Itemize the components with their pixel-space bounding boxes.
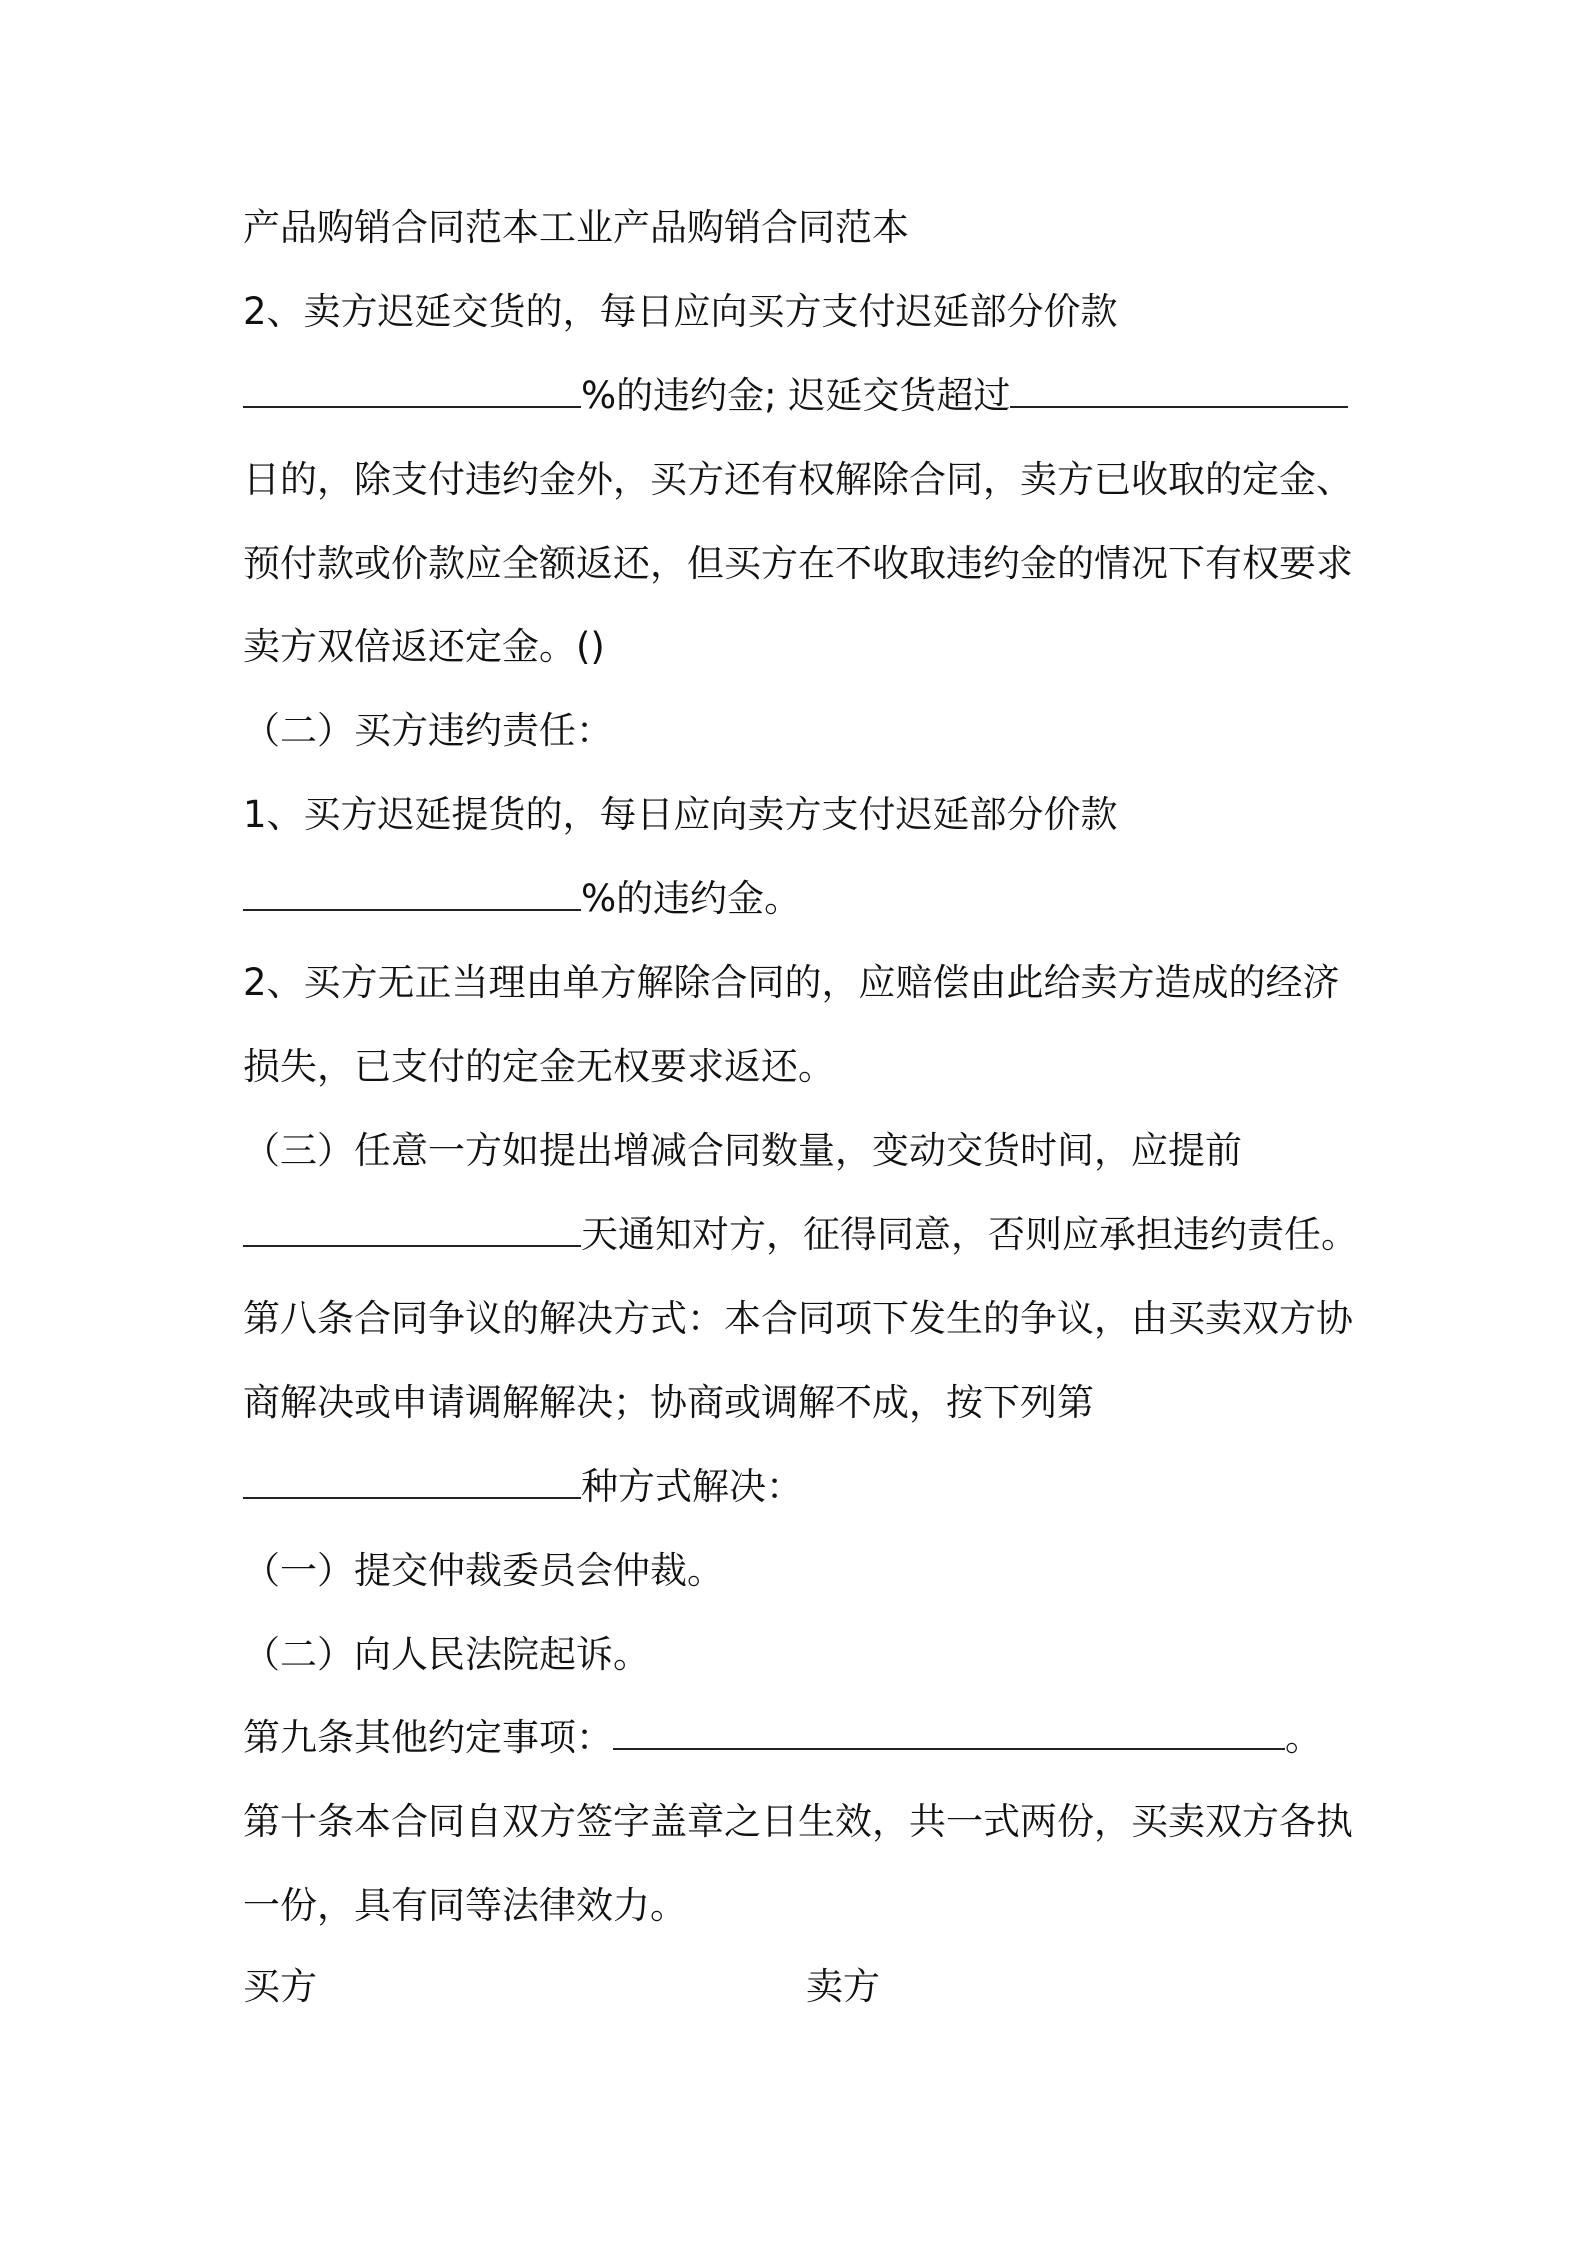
paragraph-line: 一份，具有同等法律效力。 xyxy=(243,1884,687,1927)
seller-signature-label: 卖方 xyxy=(806,1965,880,2008)
list-item: （二）向人民法院起诉。 xyxy=(243,1633,650,1676)
section-heading: （二）买方违约责任： xyxy=(243,709,613,752)
paragraph-line: 第九条其他约定事项： 。 xyxy=(243,1716,1322,1759)
fill-in-blank xyxy=(613,1714,1285,1750)
paragraph-line: 2、卖方迟延交货的，每日应向买方支付迟延部分价款 xyxy=(243,290,1118,333)
paragraph-line: 天通知对方，征得同意，否则应承担违约责任。 xyxy=(243,1205,1373,1265)
paragraph-line: %的违约金; 迟延交货超过 xyxy=(243,366,1373,426)
paragraph-line: 第八条合同争议的解决方式：本合同项下发生的争议，由买卖双方协 xyxy=(243,1297,1353,1340)
fill-in-blank xyxy=(243,1463,581,1499)
fill-in-blank xyxy=(243,372,581,408)
fill-in-blank xyxy=(243,1211,581,1247)
fill-in-blank xyxy=(1010,372,1348,408)
paragraph-line: 预付款或价款应全额返还，但买方在不收取违约金的情况下有权要求 xyxy=(243,542,1353,585)
paragraph-line: 1、买方迟延提货的，每日应向卖方支付迟延部分价款 xyxy=(243,793,1118,836)
fill-in-blank xyxy=(243,875,581,911)
list-item: （一）提交仲裁委员会仲裁。 xyxy=(243,1549,724,1592)
paragraph-line: 损失，已支付的定金无权要求返还。 xyxy=(243,1045,835,1088)
document-title: 产品购销合同范本工业产品购销合同范本 xyxy=(243,206,909,249)
paragraph-line: %的违约金。 xyxy=(243,869,1373,929)
buyer-signature-label: 买方 xyxy=(243,1965,317,2008)
paragraph-line: 日的，除支付违约金外，买方还有权解除合同，卖方已收取的定金、 xyxy=(243,458,1353,501)
paragraph-line: 商解决或申请调解解决；协商或调解不成，按下列第 xyxy=(243,1381,1094,1424)
paragraph-line: 第十条本合同自双方签字盖章之日生效，共一式两份，买卖双方各执 xyxy=(243,1800,1353,1843)
paragraph-line: （三）任意一方如提出增减合同数量，变动交货时间，应提前 xyxy=(243,1129,1242,1172)
paragraph-line: 种方式解决： xyxy=(243,1457,1373,1517)
paragraph-line: 卖方双倍返还定金。() xyxy=(243,625,605,668)
paragraph-line: 2、买方无正当理由单方解除合同的，应赔偿由此给卖方造成的经济 xyxy=(243,961,1340,1004)
